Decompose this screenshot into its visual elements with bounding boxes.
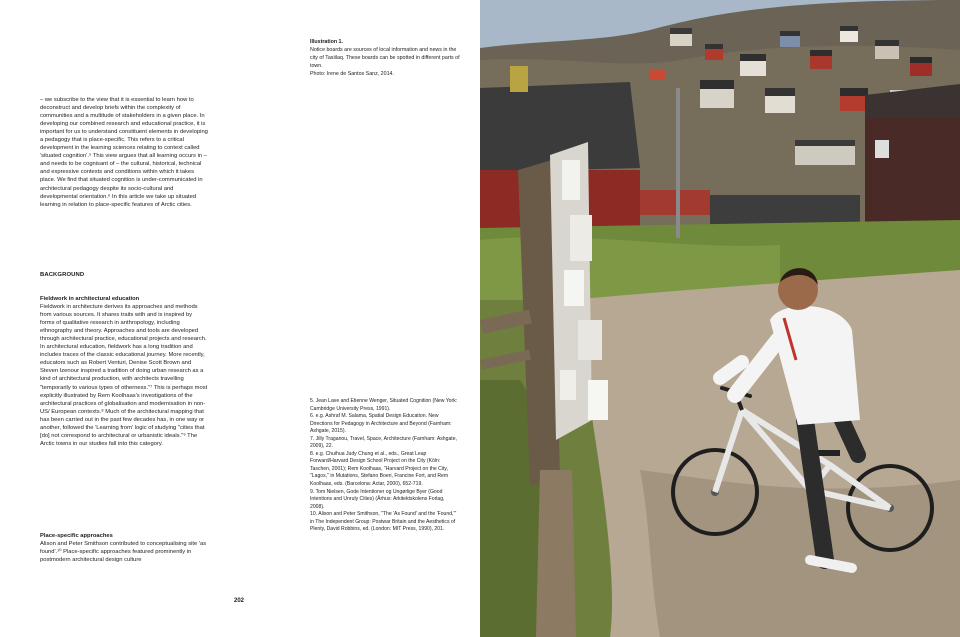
caption-title: Illustration 1. [310,39,343,45]
footnote-8: 8. e.g. Chuihua Judy Chung et al., eds., Great Leap Forward/Harvard Design School Project on the City (Köln: Taschen, 2001); Rem Koolhaas, "Harvard Project on the City, "Lagos," in Mutations, Stefano Boeri, Francine Fort, and Rem Koolhaas, eds. (Barcelona: Actar, 2000), 652-719. [310,450,449,488]
caption-credit: Photo: Irene de Santos Sanz, 2014. [310,71,394,78]
fieldwork-section [40,295,208,448]
intro-text: – we subscribe to the view that it is essential to learn how to deconstruct and develop briefs within the complexity of communities and a multitude of stakeholders in a given place. In developing our combined research and educational practice, it is important for us to understand constituent elements in developing a pedagogy that is place-specific. This refers to a critical development in the learning sciences relating to context called 'situated cognition'.⁵ This view argues that all learning occurs in – and needs to be cognisant of – the cultural, historical, technical and expressive contexts and conditions within which it takes place. We find that situated cognition is under-communicated in architectural pedagogy despite its socio-cultural and developmental orientation.⁶ In this article we take up situated learning in relation to place-specific features of Arctic cities. [40,97,208,208]
photo-illustration [480,0,960,637]
place-section [40,532,208,564]
footnote-7: 7. Jilly Traganou, Travel, Space, Architecture (Farnham: Ashgate, 2009), 22. [310,435,457,450]
footnote-9: 9. Tom Nielsen, Gode Intentioner og Ungørlige Byer (Good Intentions and Unruly Cities) (Århus: Arkitektskolens Forlag, 2008). [310,488,445,510]
place-heading: Place-specific approaches [40,533,113,539]
footnote-5: 5. Jean Lave and Etienne Wenger, Situated Cognition (New York: Cambridge University Press, 1991). [310,398,458,412]
footnote-10: 10. Alison and Peter Smithson, "The 'As Found' and the 'Found,'" in The Independent Group: Postwar Britain and the Aesthetics of Plenty, David Robbins, ed. (London: MIT Press, 1990), 201. [310,511,457,533]
fieldwork-body: Fieldwork in architecture derives its approaches and methods from various sources. It shares traits with and is inspired by forms of qualitative research in anthropology, including ethnography and theory. Approaches and tools are developed through architectural practice, educational projects and research. In architectural education, fieldwork has a long tradition and includes traces of the classic educational journey. More recently, educators such as Robert Venturi, Denise Scott Brown and Steven Izenour inspired a tradition of doing urban research as a kind of architectural production, with architects travelling "temporarily to various types of otherness."⁷ This is perhaps most explicitly illustrated by Rem Koolhaas's investigations of the architectural practices of globalisation and modernisation in non-US/ European contexts.⁸ Much of the architectural mapping that has been carried out in the past few decades has, in one way or another, followed the 'Learning from' logic of studying "cities that [do] not correspond to architectural or urbanistic ideals."⁹ The Arctic towns in our studies fall into this category. [40,304,208,447]
page-number: 202 [234,598,245,604]
footnotes [310,398,460,534]
caption-text: Notice boards are sources of local information and news in the city of Tasiilaq. These boards can be spotted in different parts of town. [310,47,460,70]
right-house [865,118,960,223]
fieldwork-heading: Fieldwork in architectural education [40,296,140,302]
place-body: Alison and Peter Smithson contributed to conceptualising site 'as found'.¹⁰ Place-specific approaches featured prominently in postmodern architectural design culture [40,541,207,564]
illustration-caption [310,38,460,78]
footnote-6: 6. e.g. Ashraf M. Salama, Spatial Design Education. New Directions for Pedagogy in Architecture and Beyond (Farnham: Ashgate, 2015). [310,413,452,435]
intro-paragraph [40,96,208,209]
utility-pole [676,88,680,238]
section-heading: BACKGROUND [40,272,85,278]
